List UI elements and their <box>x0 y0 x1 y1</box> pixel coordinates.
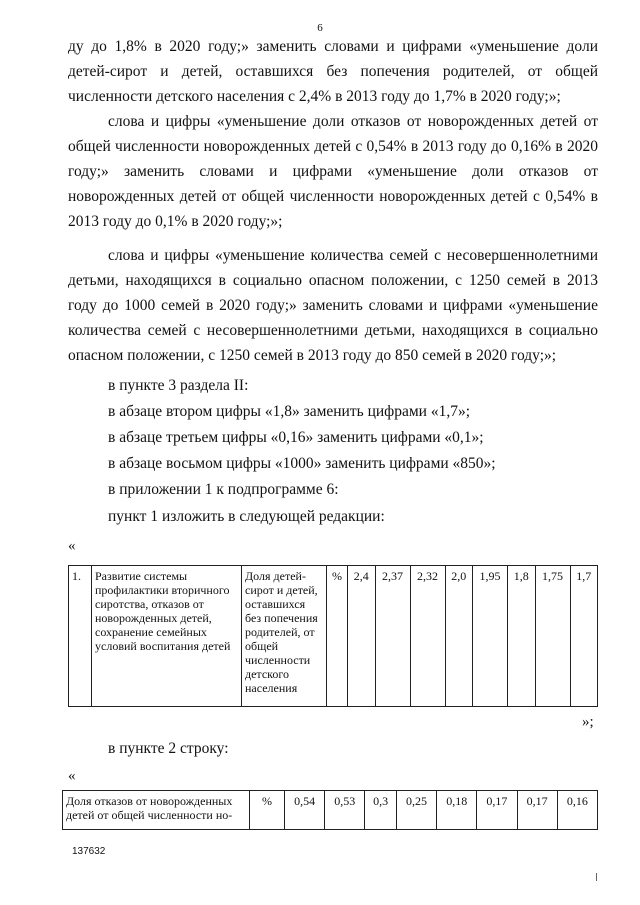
value-cell: 2,0 <box>445 566 473 707</box>
value-cell: 1,8 <box>508 566 536 707</box>
value-cell: 2,32 <box>410 566 445 707</box>
value-cell: 0,54 <box>285 791 325 830</box>
close-quote-1: »; <box>582 714 594 730</box>
unit-cell: % <box>250 791 285 830</box>
value-cell: 2,37 <box>375 566 410 707</box>
replacement-table-2 <box>62 790 598 830</box>
value-cell: 2,4 <box>348 566 376 707</box>
value-cell: 0,3 <box>365 791 397 830</box>
program-name: Развитие системы профилактики вторичного сиротства, отказов от новорожденных детей, сохранение семейных условий воспитания детей <box>92 566 242 707</box>
line-section-point: в пункте 3 раздела II: <box>108 377 249 394</box>
replacement-table-1 <box>68 565 598 707</box>
indicator-name: Доля отказов от новорожденных детей от общей численности но- <box>63 791 250 830</box>
value-cell: 1,75 <box>535 566 570 707</box>
value-cell: 0,53 <box>325 791 365 830</box>
page-number: 6 <box>317 22 323 34</box>
line-paragraph-2: в абзаце втором цифры «1,8» заменить цифрами «1,7»; <box>108 403 470 420</box>
document-code: 137632 <box>72 846 106 857</box>
table-row <box>69 566 598 707</box>
scan-mark <box>596 873 597 881</box>
row-number: 1. <box>69 566 92 707</box>
paragraph-3: слова и цифры «уменьшение количества семей с несовершеннолетними детьми, находящихся в социально опасном положении, с 1250 семей в 2013 году до 1000 семей в 2020 году;» заменить словами и цифрами «уменьшение количества семей с несовершеннолетними детьми, находящихся в социально опасном положении, с 1250 семей в 2013 году до 850 семей в 2020 году;»; <box>68 247 598 364</box>
line-point-1: пункт 1 изложить в следующей редакции: <box>108 508 385 525</box>
line-paragraph-8: в абзаце восьмом цифры «1000» заменить цифрами «850»; <box>108 455 496 472</box>
table-row <box>63 791 598 830</box>
indicator-name: Доля детей-сирот и детей, оставшихся без попечения родителей, от общей численности детского населения <box>242 566 327 707</box>
value-cell: 0,25 <box>396 791 436 830</box>
value-cell: 0,17 <box>477 791 517 830</box>
paragraph-2: слова и цифры «уменьшение доли отказов от новорожденных детей от общей численности новорожденных детей с 0,54% в 2013 году до 0,16% в 2020 году;» заменить словами и цифрами «уменьшение доли отказов от новорожденных детей от общей численности новорожденных детей с 0,54% в 2013 году до 0,1% в 2020 году;»; <box>68 113 598 230</box>
value-cell: 0,18 <box>437 791 477 830</box>
open-quote-2: « <box>68 768 76 784</box>
value-cell: 1,7 <box>570 566 598 707</box>
value-cell: 0,17 <box>517 791 557 830</box>
unit-cell: % <box>327 566 348 707</box>
line-point-2: в пункте 2 строку: <box>108 740 229 757</box>
paragraph-1: ду до 1,8% в 2020 году;» заменить словами и цифрами «уменьшение доли детей-сирот и детей, оставшихся без попечения родителей, от общей численности детского населения с 2,4% в 2013 году до 1,7% в 2020 году;»; <box>68 38 598 105</box>
open-quote-1: « <box>68 538 76 554</box>
value-cell: 0,16 <box>557 791 597 830</box>
line-paragraph-3: в абзаце третьем цифры «0,16» заменить цифрами «0,1»; <box>108 429 484 446</box>
line-appendix: в приложении 1 к подпрограмме 6: <box>108 481 339 498</box>
value-cell: 1,95 <box>473 566 508 707</box>
